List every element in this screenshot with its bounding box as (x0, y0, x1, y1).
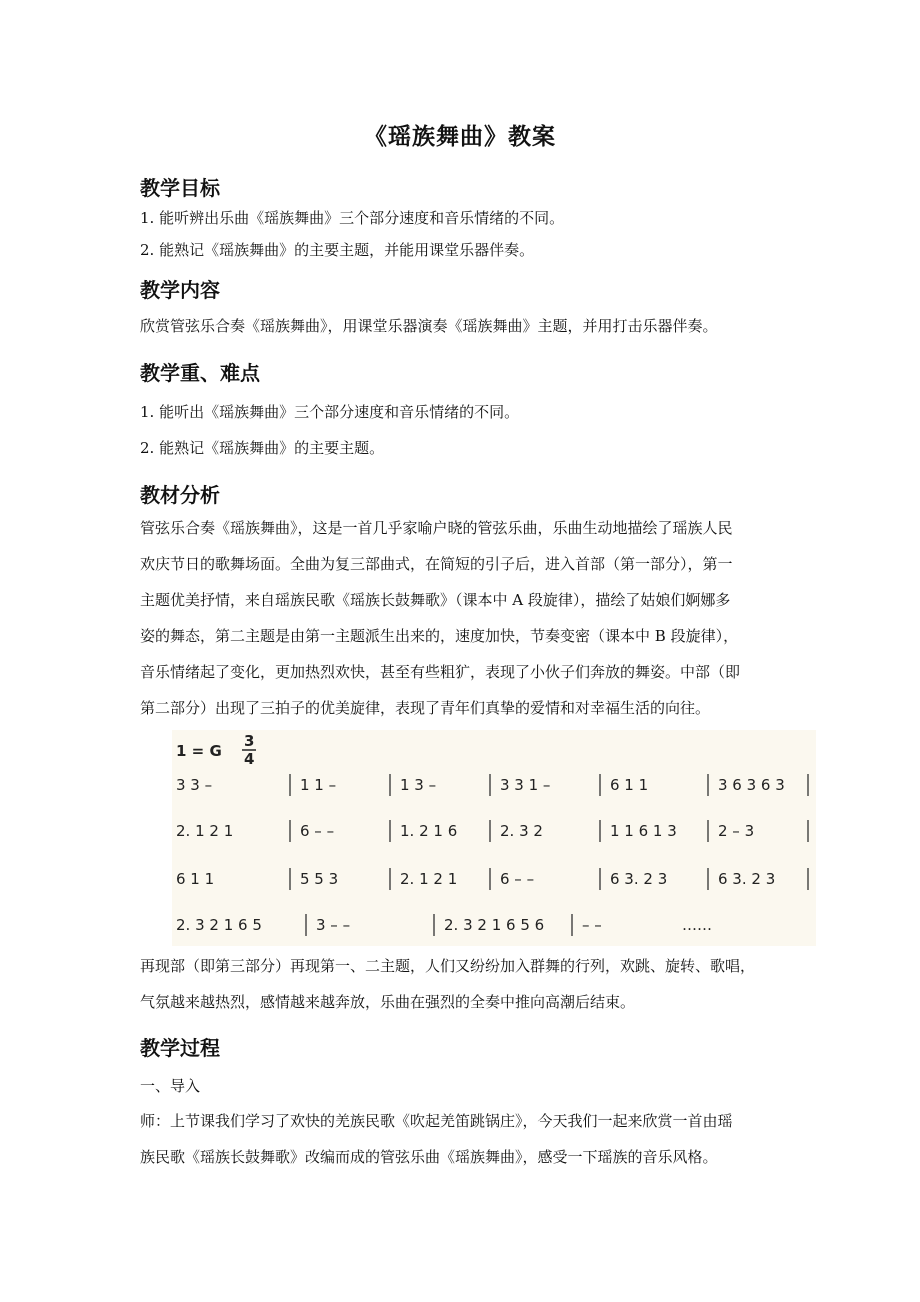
score-measure: – – (582, 916, 602, 934)
recap-line: 再现部（即第三部分）再现第一、二主题，人们又纷纷加入群舞的行列，欢跳、旋转、歌唱， (140, 957, 756, 975)
score-rows (176, 774, 808, 936)
goal-item-1: 1. 能听辨出乐曲《瑶族舞曲》三个部分速度和音乐情绪的不同。 (140, 209, 565, 227)
score-measure: 3 – – (316, 916, 351, 934)
score-measure: 1 3 – (400, 776, 437, 794)
process-paragraph (140, 1103, 790, 1175)
heading-teaching-process: 教学过程 (140, 1036, 220, 1060)
score-measure: 3 3 – (176, 776, 213, 794)
score-measure: 1 1 6 1 3 (610, 822, 677, 840)
score-measure: 1. 2 1 6 (400, 822, 458, 840)
heading-material-analysis: 教材分析 (140, 483, 220, 507)
process-line: 师：上节课我们学习了欢快的羌族民歌《吹起羌笛跳锅庄》，今天我们一起来欣赏一首由瑶 (140, 1112, 733, 1130)
page-title: 《瑶族舞曲》教案 (364, 124, 556, 150)
goal-item-2: 2. 能熟记《瑶族舞曲》的主要主题，并能用课堂乐器伴奏。 (140, 241, 535, 259)
jianpu-score (172, 730, 816, 946)
score-measure: 2. 1 2 1 (176, 822, 234, 840)
process-line: 族民歌《瑶族长鼓舞歌》改编而成的管弦乐曲《瑶族舞曲》，感受一下瑶族的音乐风格。 (140, 1148, 718, 1166)
heading-teaching-goals: 教学目标 (140, 176, 220, 200)
score-measure: 6 – – (300, 822, 335, 840)
heading-key-points: 教学重、难点 (140, 361, 260, 385)
score-time-bottom: 4 (244, 750, 255, 768)
analysis-line: 主题优美抒情，来自瑶族民歌《瑶族长鼓舞歌》（课本中 A 段旋律），描绘了姑娘们婀娜多 (140, 591, 731, 609)
score-measure: 6 3. 2 3 (610, 870, 668, 888)
key-point-1: 1. 能听出《瑶族舞曲》三个部分速度和音乐情绪的不同。 (140, 403, 520, 421)
score-measure: 6 1 1 (610, 776, 649, 794)
analysis-paragraph (140, 510, 790, 726)
recap-paragraph (140, 948, 790, 1020)
score-time-top: 3 (244, 732, 255, 750)
score-measure: …… (682, 916, 712, 934)
key-point-2: 2. 能熟记《瑶族舞曲》的主要主题。 (140, 439, 385, 457)
score-measure: 2. 3 2 1 6 5 (176, 916, 262, 934)
score-measure: 2 – 3 (718, 822, 755, 840)
analysis-line: 姿的舞态，第二主题是由第一主题派生出来的，速度加快，节奏变密（课本中 B 段旋律）， (140, 627, 739, 645)
analysis-line: 欢庆节日的歌舞场面。全曲为复三部曲式，在简短的引子后，进入首部（第一部分），第一 (140, 555, 733, 573)
content-text: 欣赏管弦乐合奏《瑶族舞曲》，用课堂乐器演奏《瑶族舞曲》主题，并用打击乐器伴奏。 (140, 317, 718, 335)
score-measure: 6 3. 2 3 (718, 870, 776, 888)
recap-line: 气氛越来越热烈，感情越来越奔放，乐曲在强烈的全奏中推向高潮后结束。 (140, 993, 636, 1011)
heading-teaching-content: 教学内容 (140, 278, 220, 302)
process-subheading: 一、导入 (140, 1077, 201, 1095)
score-measure: 3 3 1 – (500, 776, 551, 794)
score-svg (172, 730, 816, 946)
score-measure: 3 6 3 6 3 (718, 776, 785, 794)
score-measure: 1 1 – (300, 776, 337, 794)
score-measure: 2. 3 2 1 6 5 6 (444, 916, 545, 934)
analysis-line: 第二部分）出现了三拍子的优美旋律，表现了青年们真挚的爱情和对幸福生活的向往。 (140, 699, 711, 717)
score-measure: 2. 1 2 1 (400, 870, 458, 888)
score-measure: 6 – – (500, 870, 535, 888)
score-measure: 2. 3 2 (500, 822, 543, 840)
score-measure: 6 1 1 (176, 870, 215, 888)
score-measure: 5 5 3 (300, 870, 339, 888)
analysis-line: 管弦乐合奏《瑶族舞曲》，这是一首几乎家喻户晓的管弦乐曲，乐曲生动地描绘了瑶族人民 (140, 519, 733, 537)
analysis-line: 音乐情绪起了变化，更加热烈欢快，甚至有些粗犷，表现了小伙子们奔放的舞姿。中部（即 (140, 663, 741, 681)
score-key: 1 = G (176, 742, 222, 760)
